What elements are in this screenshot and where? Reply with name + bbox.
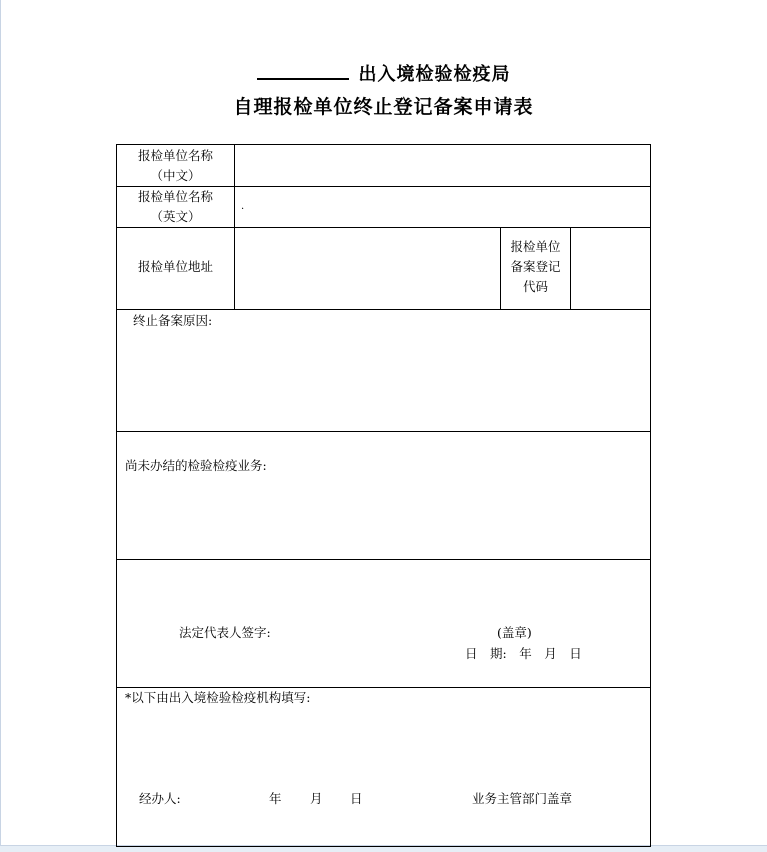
name-cn-label xyxy=(117,146,234,186)
application-form-table xyxy=(116,144,651,847)
office-use-note: *以下由出入境检验检疫机构填写: xyxy=(125,690,311,705)
document-title-line1 xyxy=(0,60,767,86)
pending-business-field[interactable] xyxy=(117,478,650,559)
address-label: 报检单位地址 xyxy=(137,259,213,274)
code-label-line3: 代码 xyxy=(522,279,548,294)
name-en-value: . xyxy=(241,201,245,212)
name-cn-field[interactable] xyxy=(235,145,650,186)
registration-code-field[interactable] xyxy=(571,228,650,309)
name-cn-label-line2: （中文） xyxy=(150,168,201,183)
handler-date-month: 月 xyxy=(310,791,323,806)
row-divider xyxy=(117,309,650,310)
bureau-title: 出入境检验检疫局 xyxy=(358,64,511,85)
name-en-field[interactable] xyxy=(235,187,650,227)
signature-date-label: 日 期: 年 月 日 xyxy=(465,646,582,661)
termination-reason-label: 终止备案原因: xyxy=(133,313,213,328)
registration-code-label xyxy=(501,237,570,301)
name-en-label xyxy=(117,187,234,227)
page-edge xyxy=(0,0,1,852)
name-cn-label-line1: 报检单位名称 xyxy=(137,148,213,163)
handler-label: 经办人: xyxy=(139,791,181,806)
pending-business-label: 尚未办结的检验检疫业务: xyxy=(125,458,267,473)
code-label-line1: 报检单位 xyxy=(510,239,561,254)
name-en-label-line1: 报检单位名称 xyxy=(137,189,213,204)
bureau-name-blank[interactable] xyxy=(257,62,349,80)
row-divider xyxy=(117,559,650,560)
handler-date-day: 日 xyxy=(350,791,363,806)
row-divider xyxy=(117,431,650,432)
document-title-line2: 自理报检单位终止登记备案申请表 xyxy=(233,96,534,118)
dept-seal-label: 业务主管部门盖章 xyxy=(472,791,573,806)
code-label-line2: 备案登记 xyxy=(510,259,561,274)
name-en-label-line2: （英文） xyxy=(150,209,201,224)
handler-date-year: 年 xyxy=(269,791,282,806)
address-field[interactable] xyxy=(235,228,500,309)
seal-label: (盖章) xyxy=(497,625,532,640)
legal-rep-signature-label: 法定代表人签字: xyxy=(179,625,271,640)
termination-reason-field[interactable] xyxy=(117,333,650,431)
